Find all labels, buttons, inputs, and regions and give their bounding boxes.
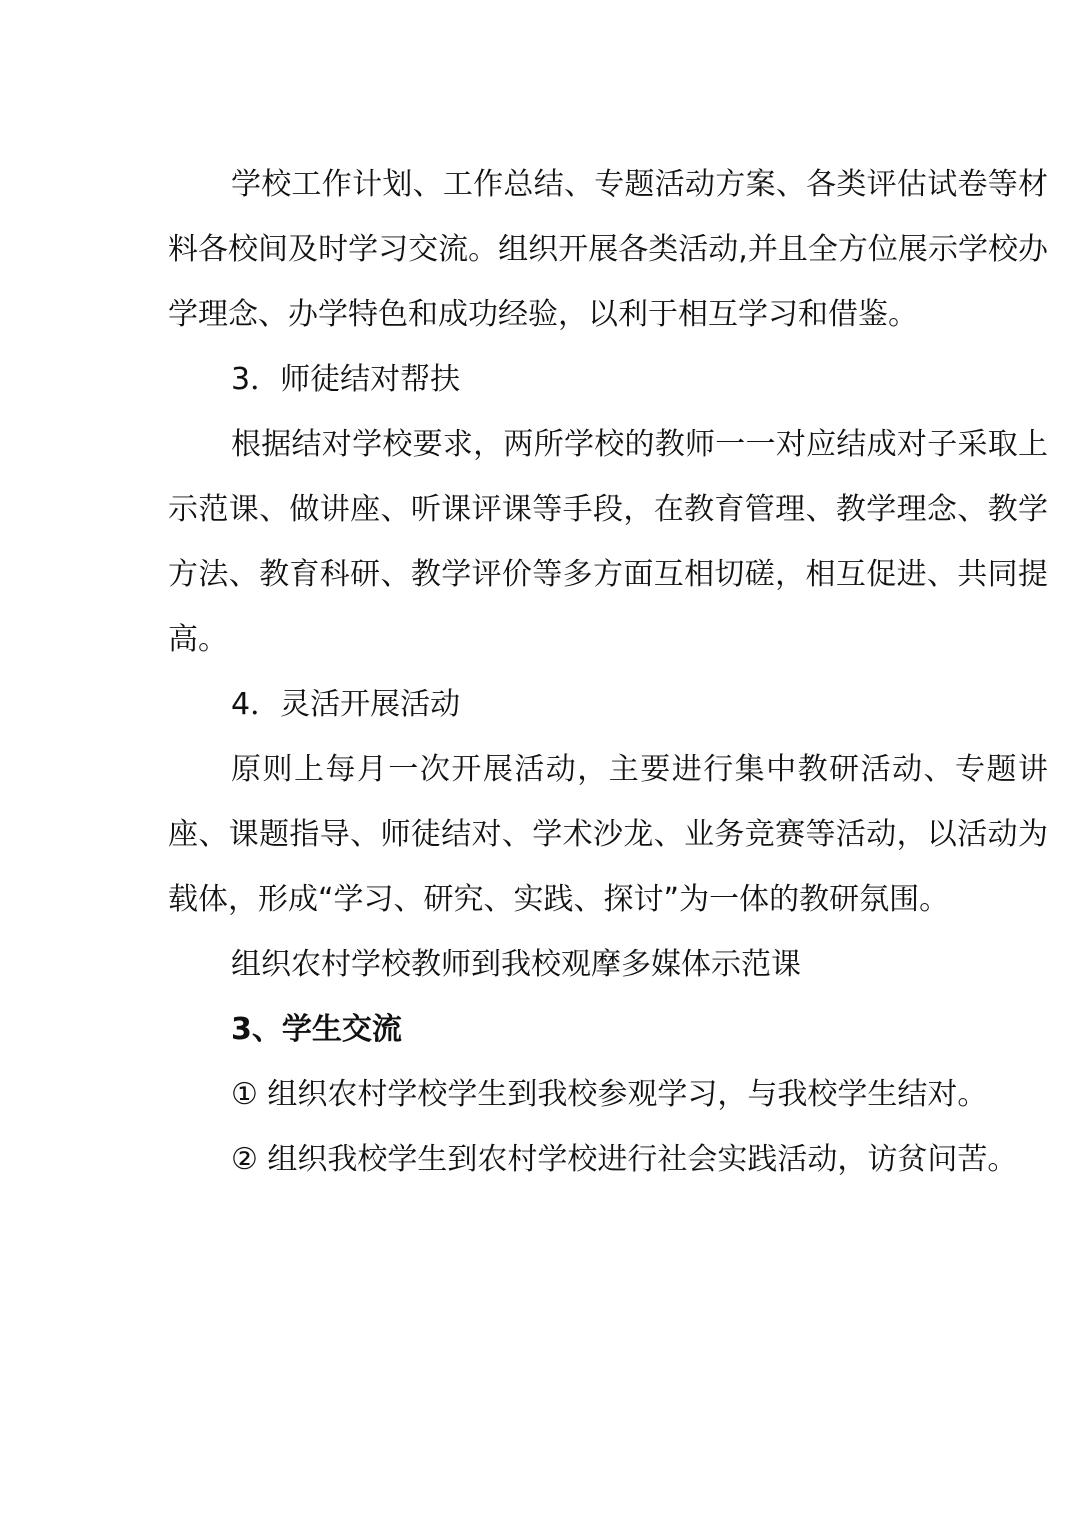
- document-page: [168, 152, 1048, 1192]
- list-item-social-practice: ② 组织我校学生到农村学校进行社会实践活动，访贫问苦。: [231, 1142, 1018, 1177]
- list-item-student-visit: ① 组织农村学校学生到我校参观学习，与我校学生结对。: [231, 1077, 988, 1112]
- paragraph-demo-lessons: 组织农村学校教师到我校观摩多媒体示范课: [231, 947, 801, 982]
- paragraph-flexible-activities: 原则上每月一次开展活动，主要进行集中教研活动、专题讲座、课题指导、师徒结对、学术沙龙、业务竞赛等活动，以活动为载体，形成“学习、研究、实践、探讨”为一体的教研氛围。: [168, 752, 1048, 917]
- paragraph-mentor-pairing: 根据结对学校要求，两所学校的教师一一对应结成对子采取上示范课、做讲座、听课评课等手段，在教育管理、教学理念、教学方法、教育科研、教学评价等多方面互相切磋，相互促进、共同提高。: [168, 427, 1048, 657]
- heading-mentor-pairing: 3．师徒结对帮扶: [231, 362, 461, 397]
- heading-student-exchange: 3、学生交流: [231, 1012, 402, 1047]
- heading-flexible-activities: 4．灵活开展活动: [231, 687, 461, 722]
- paragraph-materials-exchange: 学校工作计划、工作总结、专题活动方案、各类评估试卷等材料各校间及时学习交流。组织开展各类活动,并且全方位展示学校办学理念、办学特色和成功经验，以利于相互学习和借鉴。: [168, 167, 1048, 332]
